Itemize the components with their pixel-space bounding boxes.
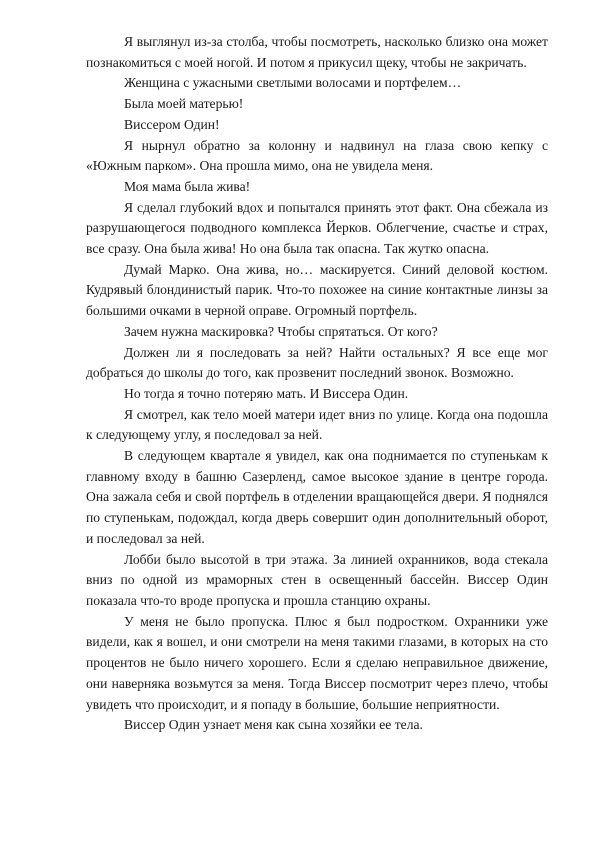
paragraph: Лобби было высотой в три этажа. За линией охранников, вода стекала вниз по одной из мраморных стен в освещенный бассейн. Виссер Один показала что-то вроде пропуска и прошла станцию охраны.: [86, 551, 548, 608]
paragraph: Должен ли я последовать за ней? Найти остальных? Я все еще мог добраться до школы до того, как прозвенит последний звонок. Возможно.: [86, 344, 548, 381]
paragraph: Я нырнул обратно за колонну и надвинул на глаза свою кепку с «Южным парком». Она прошла мимо, она не увидела меня.: [86, 137, 548, 174]
paragraph: Я сделал глубокий вдох и попытался принять этот факт. Она сбежала из разрушающегося подводного комплекса Йерков. Облегчение, счастье и страх, все сразу. Она была жива! Но она была так опасна. Так жутко опасна.: [86, 199, 548, 257]
paragraph: Виссером Один!: [124, 116, 220, 132]
paragraph: Зачем нужна маскировка? Чтобы спрятаться. От кого?: [124, 323, 438, 339]
paragraph: Была моей матерью!: [124, 96, 244, 112]
body-text: [86, 32, 548, 736]
paragraph: У меня не было пропуска. Плюс я был подростком. Охранники уже видели, как я вошел, и они смотрели на меня такими глазами, в которых на сто процентов не было ничего хорошего. Если я сделаю неправильное движение, они наверняка возьмутся за меня. Тогда Виссер посмотрит через плечо, чтобы увидеть что происходит, и я попаду в большие, большие неприятности.: [86, 613, 548, 712]
paragraph: Моя мама была жива!: [124, 178, 251, 194]
paragraph: Женщина с ужасными светлыми волосами и портфелем…: [124, 75, 462, 91]
paragraph: В следующем квартале я увидел, как она поднимается по ступенькам к главному входу в башню Сазерленд, самое высокое здание в центре города. Она зажала себя и свой портфель в отделении вращающейся двери. Я поднялся по ступенькам, подождал, когда дверь совершит один дополнительный оборот, и последовал за ней.: [86, 448, 548, 546]
paragraph: Виссер Один узнает меня как сына хозяйки ее тела.: [124, 717, 423, 733]
paragraph: Я выглянул из-за столба, чтобы посмотреть, насколько близко она может познакомиться с моей ногой. И потом я прикусил щеку, чтобы не закричать.: [86, 34, 548, 70]
paragraph: Но тогда я точно потеряю мать. И Виссера Один.: [124, 385, 409, 401]
paragraph: Я смотрел, как тело моей матери идет вниз по улице. Когда она подошла к следующему углу, я последовал за ней.: [86, 406, 548, 443]
paragraph: Думай Марко. Она жива, но… маскируется. Синий деловой костюм. Кудрявый блондинистый парик. Что-то похожее на синие контактные линзы за большими очками в черной оправе. Огромный портфель.: [86, 261, 548, 319]
